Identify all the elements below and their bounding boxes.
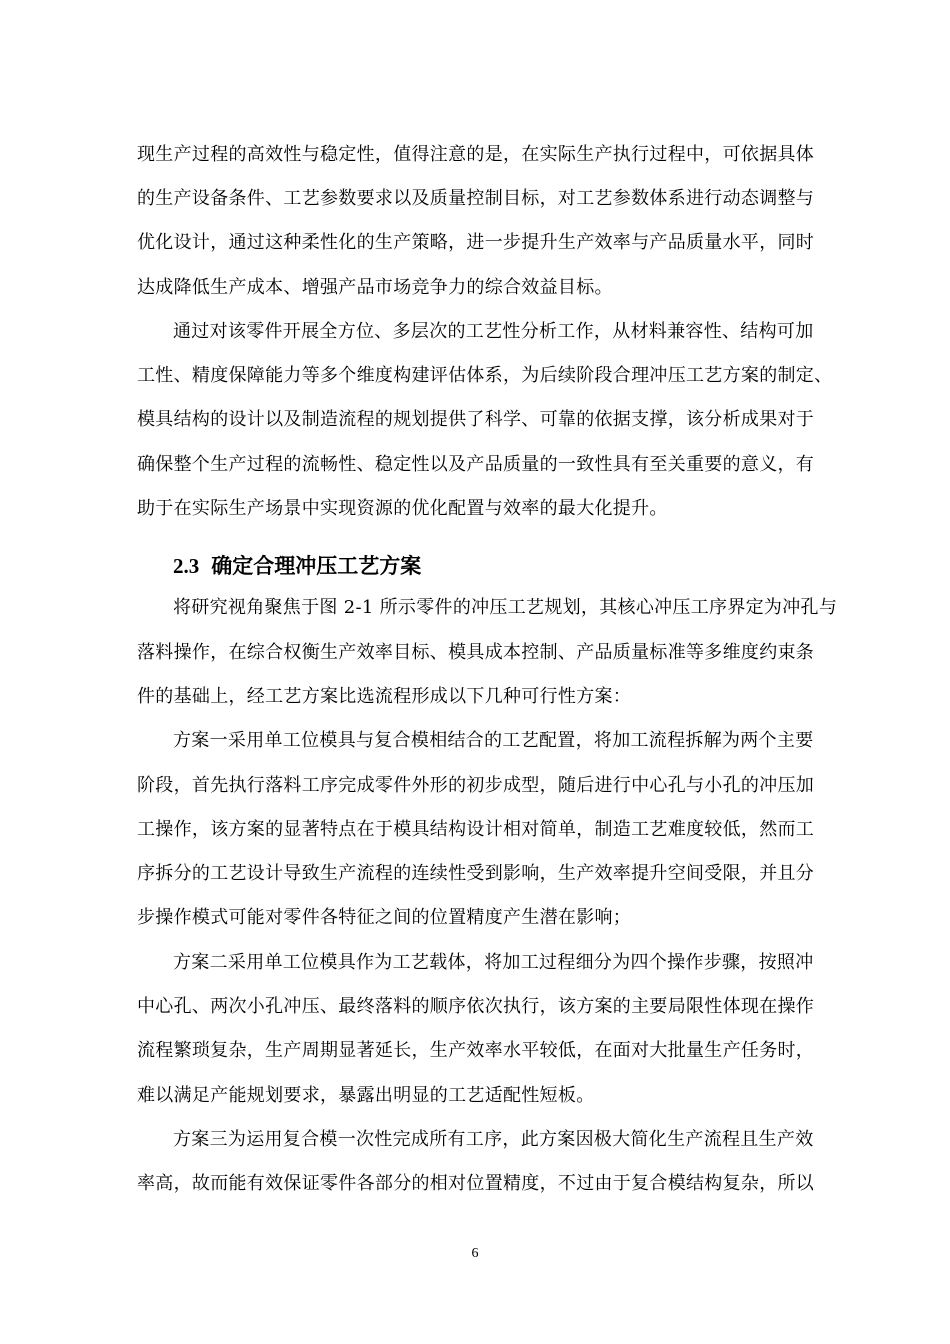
text-line: 通过对该零件开展全方位、多层次的工艺性分析工作，从材料兼容性、结构可加 [173,321,814,342]
section-number: 2.3 [173,554,200,578]
section-title: 确定合理冲压工艺方案 [211,554,422,578]
text-line: 模具结构的设计以及制造流程的规划提供了科学、可靠的依据支撑，该分析成果对于 [137,409,815,430]
text-line: 现生产过程的高效性与稳定性，值得注意的是，在实际生产执行过程中，可依据具体 [137,144,815,165]
text-line: 难以满足产能规划要求，暴露出明显的工艺适配性短板。 [137,1085,595,1106]
text-line: 落料操作，在综合权衡生产效率目标、模具成本控制、产品质量标准等多维度约束条 [137,642,815,663]
text-line: 确保整个生产过程的流畅性、稳定性以及产品质量的一致性具有至关重要的意义，有 [137,454,815,475]
text-line: 工性、精度保障能力等多个维度构建评估体系，为后续阶段合理冲压工艺方案的制定、 [137,365,833,386]
section-heading [173,552,421,580]
text-line: 流程繁琐复杂，生产周期显著延长，生产效率水平较低，在面对大批量生产任务时， [137,1040,815,1061]
text-line: 助于在实际生产场景中实现资源的优化配置与效率的最大化提升。 [137,498,668,519]
text-line: 方案一采用单工位模具与复合模相结合的工艺配置，将加工流程拆解为两个主要 [173,730,814,751]
text-line: 阶段，首先执行落料工序完成零件外形的初步成型，随后进行中心孔与小孔的冲压加 [137,775,815,796]
text-line: 达成降低生产成本、增强产品市场竞争力的综合效益目标。 [137,277,613,298]
text-line: 中心孔、两次小孔冲压、最终落料的顺序依次执行，该方案的主要局限性体现在操作 [137,996,815,1017]
text-line: 将研究视角聚焦于图 2-1 所示零件的冲压工艺规划，其核心冲压工序界定为冲孔与 [173,597,838,618]
text-line: 序拆分的工艺设计导致生产流程的连续性受到影响，生产效率提升空间受限，并且分 [137,863,815,884]
page-number: 6 [471,1246,479,1261]
text-line: 方案二采用单工位模具作为工艺载体，将加工过程细分为四个操作步骤，按照冲 [173,952,814,973]
text-line: 的生产设备条件、工艺参数要求以及质量控制目标，对工艺参数体系进行动态调整与 [137,188,815,209]
text-line: 率高，故而能有效保证零件各部分的相对位置精度，不过由于复合模结构复杂，所以 [137,1173,815,1194]
text-line: 方案三为运用复合模一次性完成所有工序，此方案因极大简化生产流程且生产效 [173,1129,814,1150]
text-line: 工操作，该方案的显著特点在于模具结构设计相对简单，制造工艺难度较低，然而工 [137,819,815,840]
text-line: 件的基础上，经工艺方案比选流程形成以下几种可行性方案： [137,686,632,707]
text-line: 步操作模式可能对零件各特征之间的位置精度产生潜在影响； [137,907,632,928]
text-line: 优化设计，通过这种柔性化的生产策略，进一步提升生产效率与产品质量水平，同时 [137,232,815,253]
